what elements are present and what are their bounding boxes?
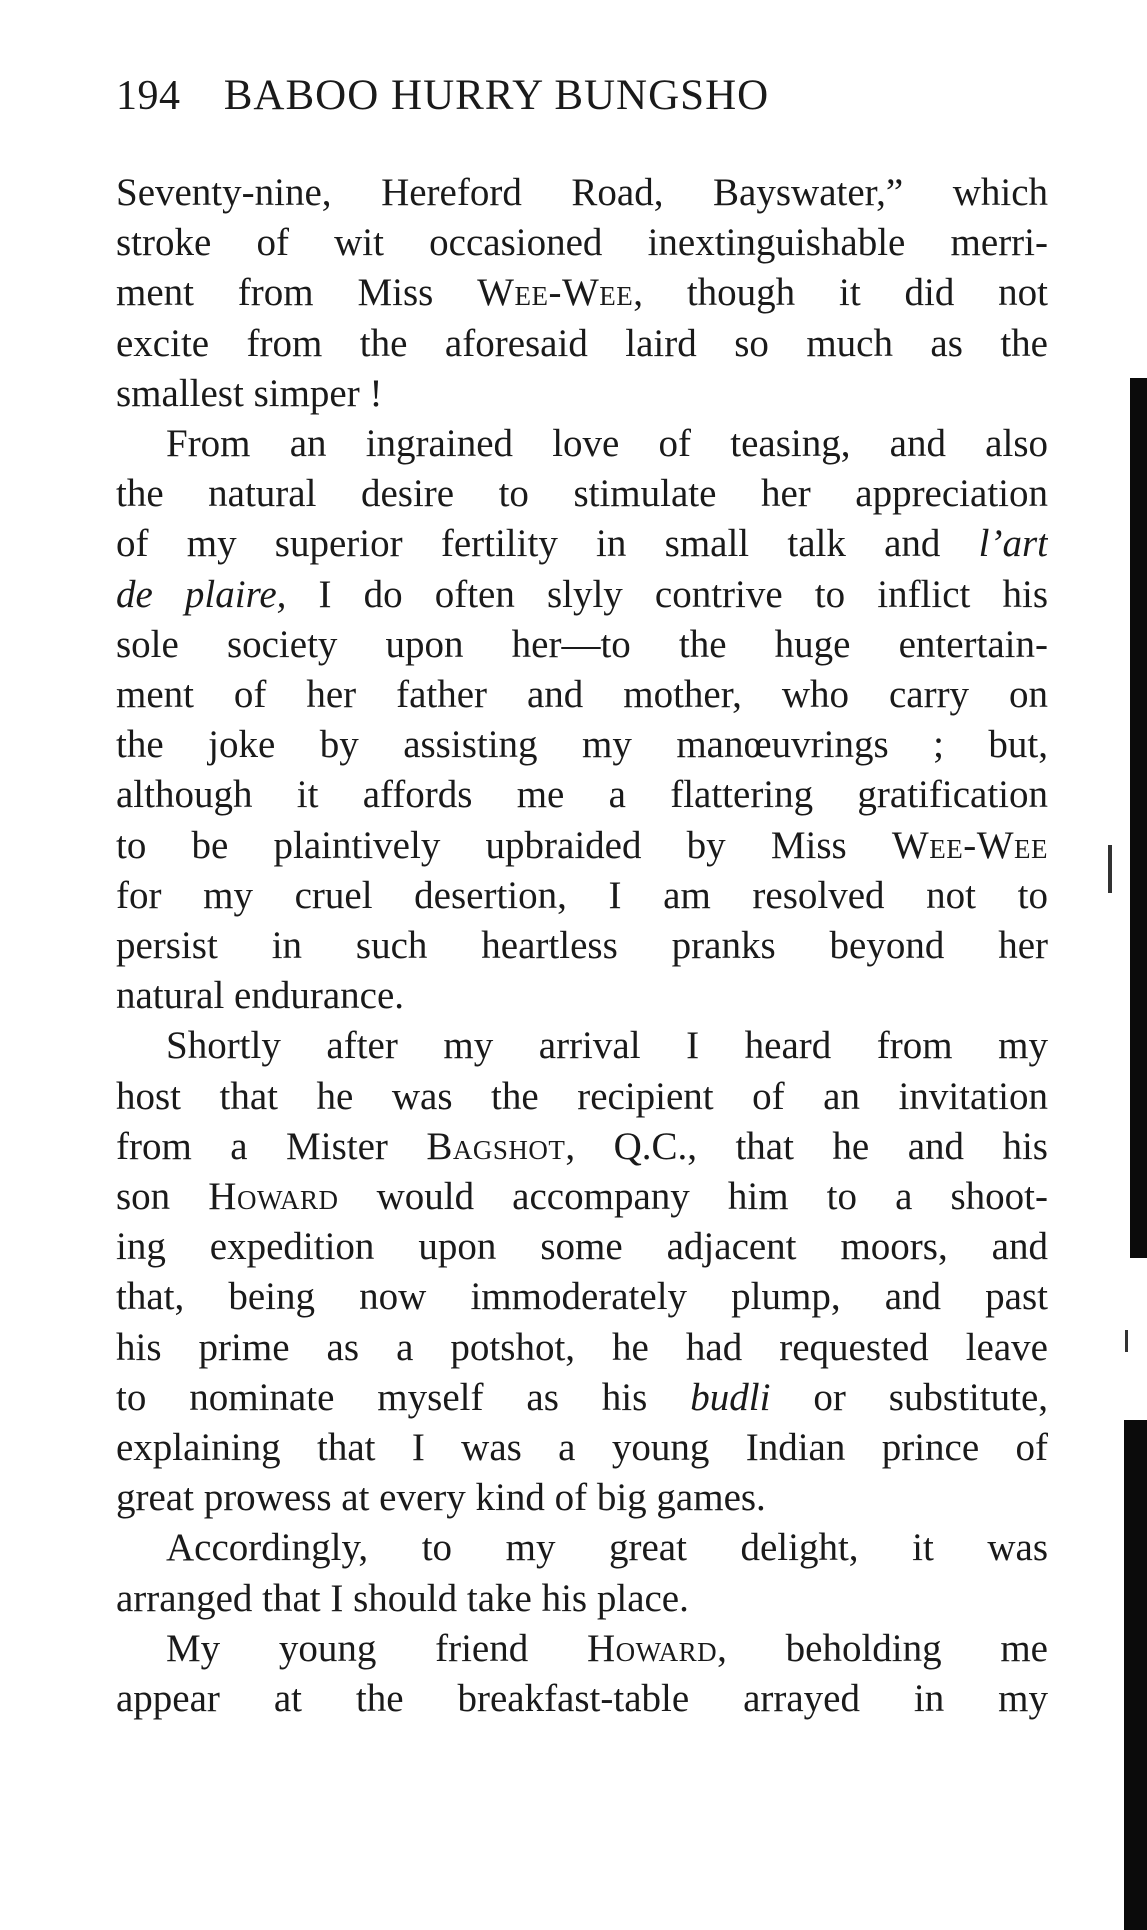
- text-run: of my superior fertility in small talk and: [116, 522, 979, 566]
- text-line: [116, 419, 1048, 469]
- text-run: the natural desire to stimulate her appreciation: [116, 472, 1048, 516]
- scan-edge-upper: [1130, 378, 1147, 1258]
- text-run: persist in such heartless pranks beyond her: [116, 924, 1048, 968]
- text-line: [116, 268, 1048, 318]
- text-line: [116, 1021, 1048, 1071]
- text-run: Seventy-nine, Hereford Road, Bayswater,” which: [116, 171, 1048, 214]
- paragraph: [116, 419, 1048, 1021]
- text-line: [116, 1473, 1048, 1523]
- body-text: [116, 168, 1048, 1724]
- small-caps-name: Wee-Wee: [477, 271, 634, 315]
- text-run: smallest simper !: [116, 371, 383, 415]
- text-run: My young friend: [166, 1626, 587, 1670]
- small-caps-name: Howard: [208, 1175, 339, 1219]
- text-run: stroke of wit occasioned inextinguishable merri-: [116, 221, 1048, 265]
- text-run: would accompany him to a shoot-: [338, 1175, 1048, 1219]
- text-run: explaining that I was a young Indian prince of: [116, 1426, 1048, 1470]
- scan-speck: [1108, 845, 1112, 893]
- text-line: [116, 1523, 1048, 1573]
- italic-text: budli: [690, 1375, 771, 1419]
- text-line: [116, 1072, 1048, 1122]
- text-run: I do often slyly contrive to inflict his: [286, 572, 1048, 616]
- small-caps-name: Wee-Wee: [891, 823, 1048, 867]
- text-line: [116, 971, 1048, 1021]
- text-line: [116, 218, 1048, 268]
- text-line: [116, 770, 1048, 820]
- text-line: [116, 821, 1048, 871]
- text-line: [116, 168, 1048, 218]
- scan-speck: [1125, 1330, 1128, 1352]
- text-line: [116, 720, 1048, 770]
- text-line: [116, 1122, 1048, 1172]
- text-line: [116, 620, 1048, 670]
- text-run: for my cruel desertion, I am resolved not to: [116, 873, 1048, 917]
- text-run: appear at the breakfast-table arrayed in my: [116, 1677, 1048, 1721]
- text-line: [116, 1323, 1048, 1373]
- page-header: [116, 66, 1066, 126]
- text-line: [116, 921, 1048, 971]
- text-line: [116, 1272, 1048, 1322]
- text-run: ing expedition upon some adjacent moors, and: [116, 1225, 1048, 1269]
- text-line: [116, 1574, 1048, 1624]
- text-line: [116, 1172, 1048, 1222]
- text-run: that, being now immoderately plump, and past: [116, 1275, 1048, 1319]
- small-caps-name: Howard: [586, 1626, 718, 1670]
- text-run: or substitute,: [770, 1375, 1048, 1419]
- text-run: ment of her father and mother, who carry on: [116, 673, 1048, 717]
- small-caps-name: Bagshot: [426, 1124, 566, 1168]
- text-line: [116, 1624, 1048, 1674]
- text-run: arranged that I should take his place.: [116, 1576, 689, 1620]
- page-number: 194: [116, 73, 181, 119]
- text-line: [116, 1674, 1048, 1724]
- text-run: , Q.C., that he and his: [565, 1124, 1048, 1168]
- text-run: From an ingrained love of teasing, and also: [166, 422, 1048, 466]
- text-line: [116, 369, 1048, 419]
- scan-edge-lower: [1124, 1420, 1147, 1930]
- italic-text: l’art: [978, 522, 1048, 566]
- text-line: [116, 570, 1048, 620]
- text-run: excite from the aforesaid laird so much as the: [116, 321, 1048, 365]
- paragraph: [116, 168, 1048, 419]
- paragraph: [116, 1021, 1048, 1523]
- text-run: , though it did not: [633, 271, 1048, 315]
- running-title: BABOO HURRY BUNGSHO: [223, 72, 770, 119]
- text-line: [116, 1423, 1048, 1473]
- text-run: Shortly after my arrival I heard from my: [166, 1024, 1048, 1068]
- text-line: [116, 871, 1048, 921]
- text-run: the joke by assisting my manœuvrings ; but,: [116, 723, 1048, 767]
- text-run: although it affords me a flattering gratification: [116, 773, 1048, 817]
- text-line: [116, 1373, 1048, 1423]
- text-line: [116, 519, 1048, 569]
- text-run: host that he was the recipient of an invitation: [116, 1074, 1048, 1118]
- text-run: his prime as a potshot, he had requested leave: [116, 1325, 1048, 1369]
- text-line: [116, 319, 1048, 369]
- text-line: [116, 469, 1048, 519]
- text-line: [116, 670, 1048, 720]
- text-run: to nominate myself as his: [116, 1375, 691, 1419]
- text-run: sole society upon her—to the huge entertain-: [116, 622, 1048, 666]
- text-run: ment from Miss: [116, 271, 478, 315]
- text-run: son: [116, 1175, 209, 1219]
- text-run: great prowess at every kind of big games.: [116, 1476, 766, 1520]
- italic-text: de plaire,: [116, 572, 287, 616]
- text-run: from a Mister: [116, 1124, 427, 1168]
- text-run: , beholding me: [717, 1626, 1048, 1670]
- text-run: natural endurance.: [116, 974, 405, 1018]
- text-line: [116, 1222, 1048, 1272]
- text-run: Accordingly, to my great delight, it was: [166, 1526, 1048, 1570]
- text-run: to be plaintively upbraided by Miss: [116, 823, 892, 867]
- paragraph: [116, 1624, 1048, 1724]
- paragraph: [116, 1523, 1048, 1623]
